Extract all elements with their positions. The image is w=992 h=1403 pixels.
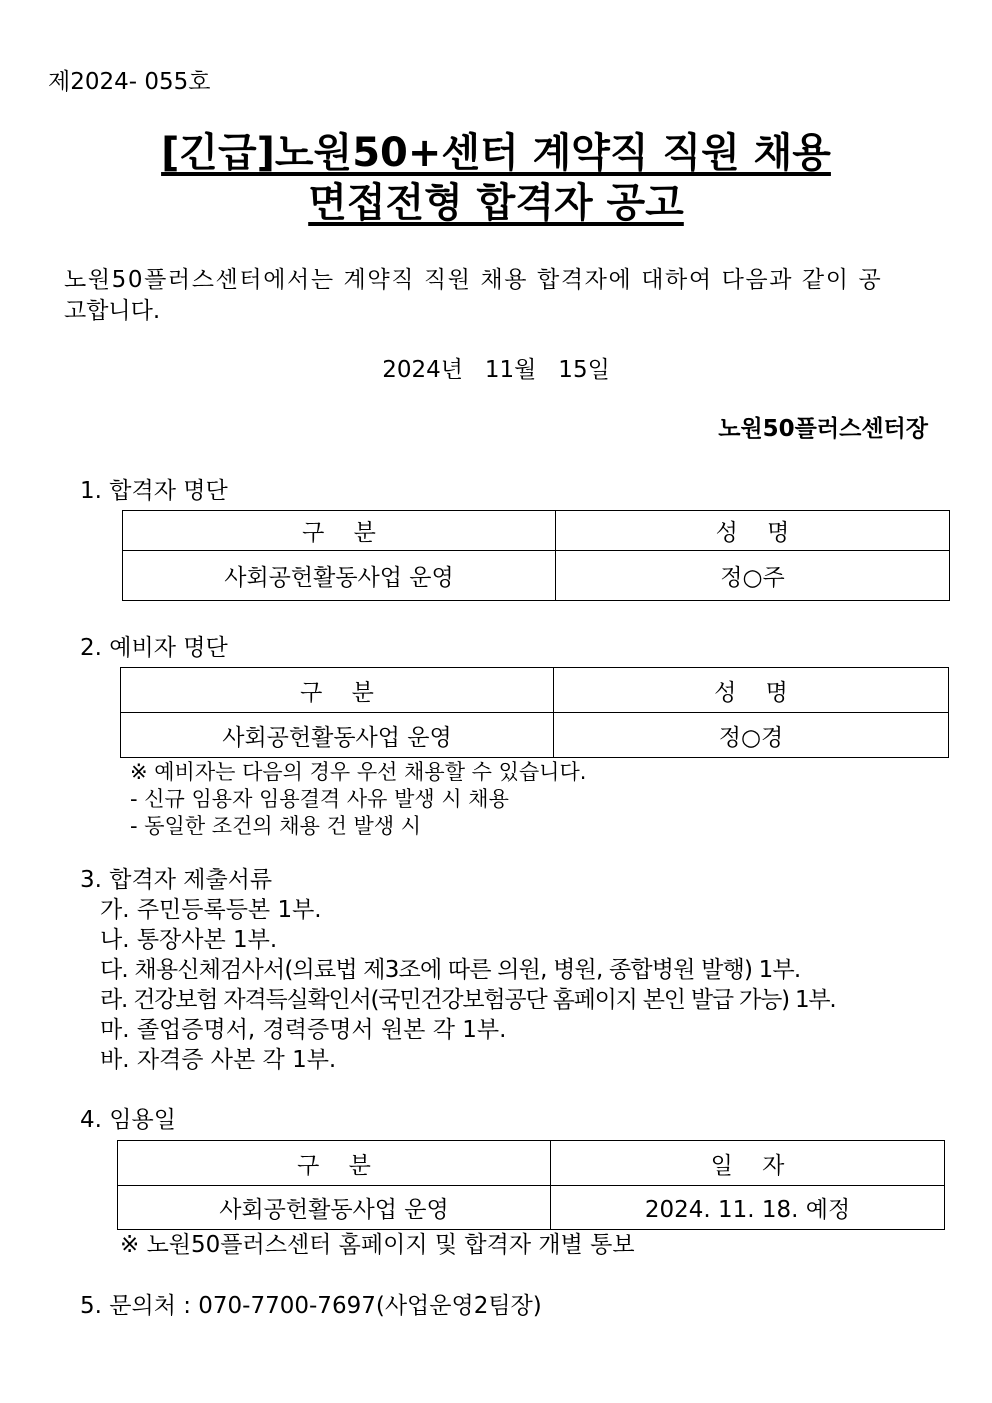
cell-category: 사회공헌활동사업 운영	[118, 1186, 551, 1230]
header-date: 일 자	[551, 1141, 945, 1186]
document-item: 가. 주민등록등본 1부.	[100, 897, 322, 923]
header-category: 구 분	[118, 1141, 551, 1186]
cell-date: 2024. 11. 18. 예정	[551, 1186, 945, 1230]
header-name: 성 명	[556, 511, 950, 551]
passers-table	[122, 510, 950, 601]
document-item: 다. 채용신체검사서(의료법 제3조에 따른 의원, 병원, 종합병원 발행) 1부.	[100, 957, 801, 983]
contact-info: 5. 문의처 : 070-7700-7697(사업운영2팀장)	[80, 1293, 542, 1319]
intro-text-cont: 고합니다.	[64, 298, 161, 324]
cell-category: 사회공헌활동사업 운영	[123, 551, 556, 601]
issuer: 노원50플러스센터장	[718, 416, 928, 442]
page-title-line2: 면접전형 합격자 공고	[308, 180, 684, 226]
section3-heading: 3. 합격자 제출서류	[80, 867, 273, 893]
header-name: 성 명	[554, 668, 949, 713]
document-number: 제2024- 055호	[48, 69, 211, 95]
reserve-note: - 동일한 조건의 채용 건 발생 시	[130, 814, 422, 838]
document-item: 마. 졸업증명서, 경력증명서 원본 각 1부.	[100, 1017, 507, 1043]
section2-heading: 2. 예비자 명단	[80, 635, 228, 661]
start-date-note: ※ 노원50플러스센터 홈페이지 및 합격자 개별 통보	[120, 1232, 635, 1258]
cell-category: 사회공헌활동사업 운영	[121, 713, 554, 758]
cell-name: 정○주	[556, 551, 950, 601]
page-title: [긴급]노원50+센터 계약직 직원 채용	[161, 130, 831, 176]
start-date-table	[117, 1140, 945, 1230]
reserve-note: ※ 예비자는 다음의 경우 우선 채용할 수 있습니다.	[130, 760, 587, 784]
section1-heading: 1. 합격자 명단	[80, 478, 228, 504]
reserve-table	[120, 667, 949, 758]
reserve-note: - 신규 임용자 임용결격 사유 발생 시 채용	[130, 787, 509, 811]
header-category: 구 분	[123, 511, 556, 551]
intro-text: 노원50플러스센터에서는 계약직 직원 채용 합격자에 대하여 다음과 같이 공	[64, 267, 883, 293]
announcement-date: 2024년 11월 15일	[382, 357, 610, 383]
cell-name: 정○경	[554, 713, 949, 758]
document-item: 라. 건강보험 자격득실확인서(국민건강보험공단 홈페이지 본인 발급 가능) 1부.	[100, 987, 836, 1013]
header-category: 구 분	[121, 668, 554, 713]
section4-heading: 4. 임용일	[80, 1107, 176, 1133]
document-item: 나. 통장사본 1부.	[100, 927, 278, 953]
document-item: 바. 자격증 사본 각 1부.	[100, 1047, 337, 1073]
